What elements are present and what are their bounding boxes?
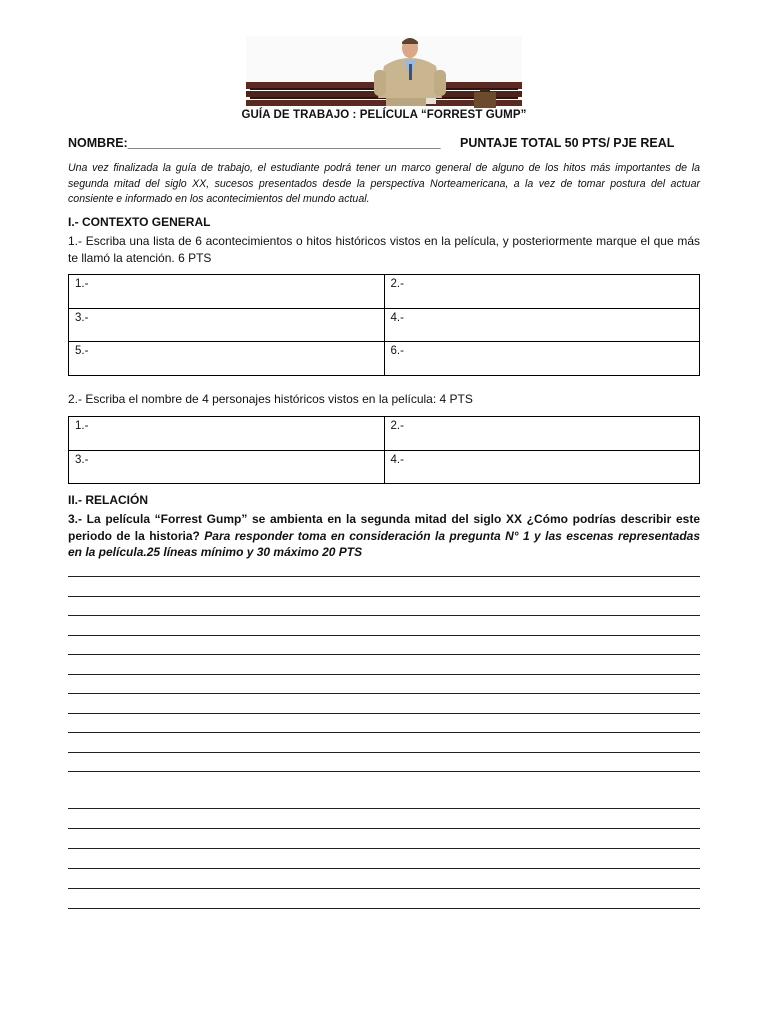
answer-cell-1[interactable]: 1.- (69, 275, 385, 309)
answer-line[interactable] (68, 596, 700, 597)
intro-paragraph: Una vez finalizada la guía de trabajo, el estudiante podrá tener un marco general de alguno de los hitos más importantes de la segunda mitad del siglo XX, sucesos presentados desde la perspectiva Norteamericana, a la vez de tomar postura del actuar consiente e informado en los acontecimientos del mundo actual. (68, 162, 700, 205)
answer-line[interactable] (68, 752, 700, 753)
character-cell-4[interactable]: 4.- (384, 451, 700, 484)
section-1-heading: I.- CONTEXTO GENERAL (68, 215, 211, 229)
answer-line[interactable] (68, 848, 700, 849)
answer-line[interactable] (68, 654, 700, 655)
character-cell-1[interactable]: 1.- (69, 417, 385, 451)
answer-line[interactable] (68, 888, 700, 889)
answer-lines[interactable] (68, 0, 700, 1024)
answer-line[interactable] (68, 693, 700, 694)
answer-line[interactable] (68, 828, 700, 829)
answer-line[interactable] (68, 674, 700, 675)
answer-line[interactable] (68, 615, 700, 616)
section-2-heading: II.- RELACIÓN (68, 493, 148, 507)
answer-line[interactable] (68, 771, 700, 772)
question-3-instructions: Para responder toma en consideración la pregunta N° 1 y las escenas representadas en la película.25 líneas mínimo y 30 máximo 20 PTS (68, 528, 701, 559)
answer-cell-5[interactable]: 5.- (69, 342, 385, 376)
character-cell-3[interactable]: 3.- (69, 451, 385, 484)
student-name-field[interactable]: NOMBRE:_____________________________________________ (68, 136, 441, 150)
worksheet-title: GUÍA DE TRABAJO : PELÍCULA “FORREST GUMP” (241, 109, 527, 121)
answer-line[interactable] (68, 732, 700, 733)
answer-line[interactable] (68, 808, 700, 809)
question-1: 1.- Escriba una lista de 6 acontecimientos o hitos históricos vistos en la película, y posteriormente marque el que más te llamó la atención. 6 PTS (68, 234, 700, 265)
question-2: 2.- Escriba el nombre de 4 personajes históricos vistos en la película: 4 PTS (68, 392, 473, 406)
answer-line[interactable] (68, 908, 700, 909)
total-score-label: PUNTAJE TOTAL 50 PTS/ PJE REAL (460, 136, 675, 150)
question-3-prompt: 3.- La película “Forrest Gump” se ambienta en la segunda mitad del siglo XX ¿Cómo podrías describir este periodo de la historia? (68, 512, 700, 543)
answer-line[interactable] (68, 576, 700, 577)
answer-cell-6[interactable]: 6.- (384, 342, 700, 376)
answer-line[interactable] (68, 868, 700, 869)
answer-cell-3[interactable]: 3.- (69, 309, 385, 342)
answer-cell-2[interactable]: 2.- (384, 275, 700, 309)
character-cell-2[interactable]: 2.- (384, 417, 700, 451)
answer-line[interactable] (68, 713, 700, 714)
answer-cell-4[interactable]: 4.- (384, 309, 700, 342)
answer-line[interactable] (68, 635, 700, 636)
